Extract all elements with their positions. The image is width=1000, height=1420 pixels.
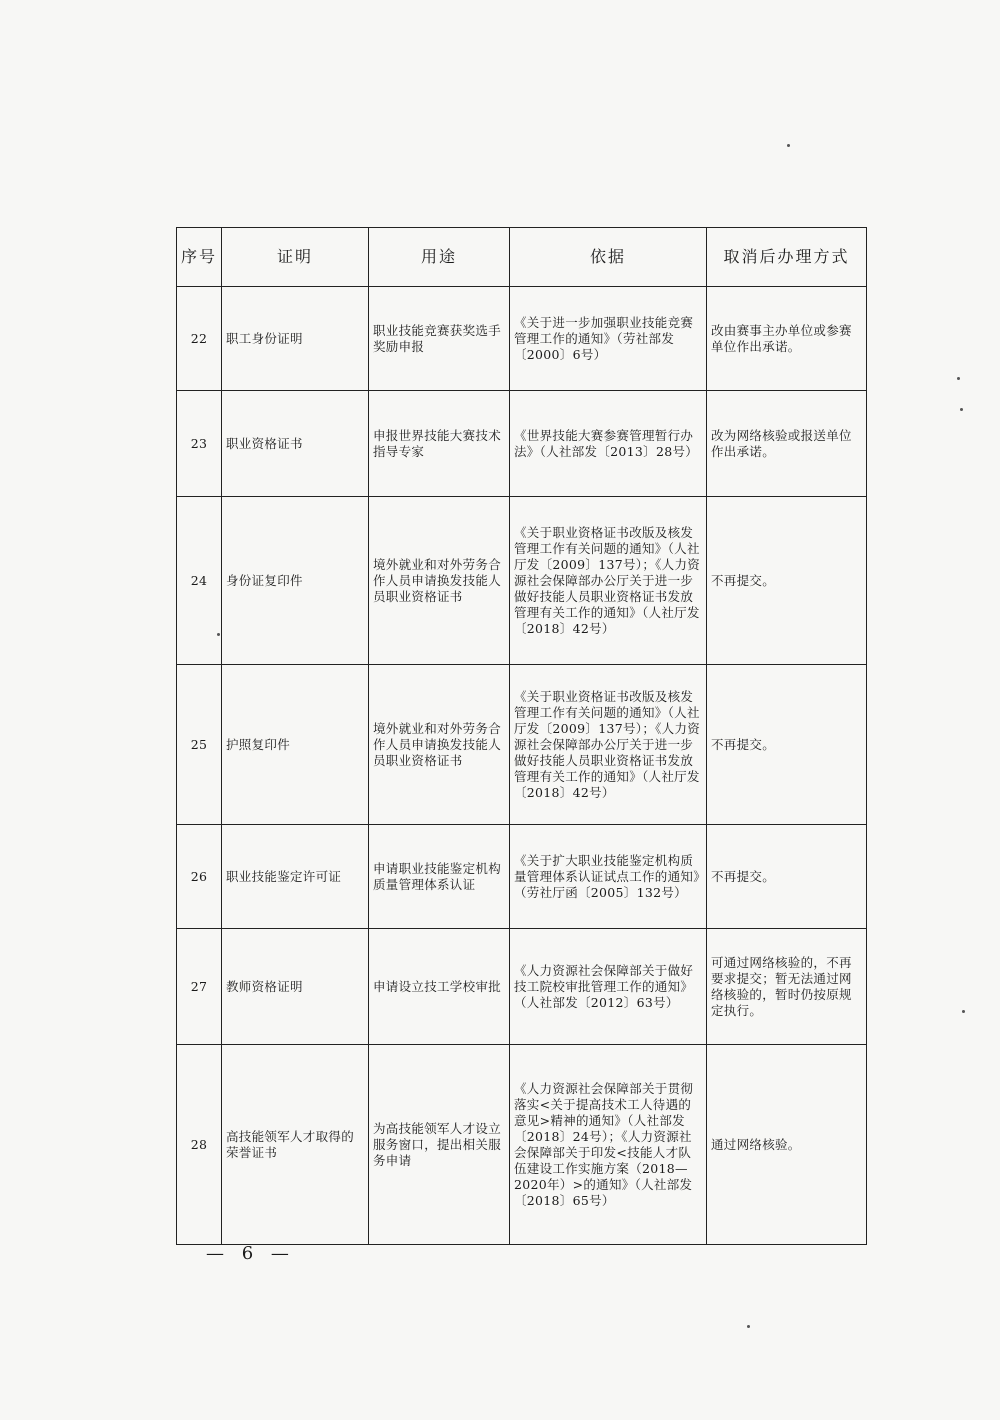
header-cert: 证明: [222, 228, 369, 287]
scan-speck: [960, 408, 963, 411]
row-use: 申请职业技能鉴定机构质量管理体系认证: [369, 825, 510, 929]
row-method: 通过网络核验。: [707, 1045, 867, 1245]
row-cert: 职业技能鉴定许可证: [222, 825, 369, 929]
row-method: 不再提交。: [707, 825, 867, 929]
table-row: [177, 825, 867, 929]
row-num: 22: [177, 287, 222, 391]
row-basis: 《关于进一步加强职业技能竞赛管理工作的通知》（劳社部发〔2000〕6号）: [510, 287, 707, 391]
row-use: 境外就业和对外劳务合作人员申请换发技能人员职业资格证书: [369, 665, 510, 825]
row-num: 27: [177, 929, 222, 1045]
row-num: 24: [177, 497, 222, 665]
header-basis: 依据: [510, 228, 707, 287]
row-use: 为高技能领军人才设立服务窗口，提出相关服务申请: [369, 1045, 510, 1245]
row-cert: 身份证复印件: [222, 497, 369, 665]
row-cert: 护照复印件: [222, 665, 369, 825]
header-method: 取消后办理方式: [707, 228, 867, 287]
scan-speck: [957, 377, 960, 380]
row-use: 职业技能竞赛获奖选手奖励申报: [369, 287, 510, 391]
table-row: [177, 497, 867, 665]
table-row: [177, 391, 867, 497]
table-row: [177, 1045, 867, 1245]
row-cert: 职工身份证明: [222, 287, 369, 391]
row-num: 23: [177, 391, 222, 497]
row-method: 不再提交。: [707, 665, 867, 825]
page-number: — 6 —: [206, 1243, 295, 1264]
row-method: 改由赛事主办单位或参赛单位作出承诺。: [707, 287, 867, 391]
table-header-row: [177, 228, 867, 287]
row-method: 改为网络核验或报送单位作出承诺。: [707, 391, 867, 497]
scan-speck: [217, 633, 220, 636]
row-cert: 教师资格证明: [222, 929, 369, 1045]
certificate-table: [176, 227, 867, 1245]
row-cert: 职业资格证书: [222, 391, 369, 497]
table-row: [177, 929, 867, 1045]
row-basis: 《人力资源社会保障部关于贯彻落实<关于提高技术工人待遇的意见>精神的通知》（人社部发〔2018〕24号）；《人力资源社会保障部关于印发<技能人才队伍建设工作实施方案（2018—2020年）>的通知》（人社部发〔2018〕65号）: [510, 1045, 707, 1245]
scan-speck: [787, 144, 790, 147]
row-use: 境外就业和对外劳务合作人员申请换发技能人员职业资格证书: [369, 497, 510, 665]
row-use: 申报世界技能大赛技术指导专家: [369, 391, 510, 497]
row-num: 28: [177, 1045, 222, 1245]
row-basis: 《关于扩大职业技能鉴定机构质量管理体系认证试点工作的通知》（劳社厅函〔2005〕132号）: [510, 825, 707, 929]
row-basis: 《关于职业资格证书改版及核发管理工作有关问题的通知》（人社厅发〔2009〕137号）；《人力资源社会保障部办公厅关于进一步做好技能人员职业资格证书发放管理有关工作的通知》（人社厅发〔2018〕42号）: [510, 665, 707, 825]
header-num: 序号: [177, 228, 222, 287]
row-num: 25: [177, 665, 222, 825]
row-basis: 《人力资源社会保障部关于做好技工院校审批管理工作的通知》（人社部发〔2012〕63号）: [510, 929, 707, 1045]
row-num: 26: [177, 825, 222, 929]
scan-speck: [747, 1325, 750, 1328]
row-use: 申请设立技工学校审批: [369, 929, 510, 1045]
row-basis: 《关于职业资格证书改版及核发管理工作有关问题的通知》（人社厅发〔2009〕137号）；《人力资源社会保障部办公厅关于进一步做好技能人员职业资格证书发放管理有关工作的通知》（人社厅发〔2018〕42号）: [510, 497, 707, 665]
scan-speck: [962, 1010, 965, 1013]
row-basis: 《世界技能大赛参赛管理暂行办法》（人社部发〔2013〕28号）: [510, 391, 707, 497]
header-use: 用途: [369, 228, 510, 287]
row-method: 可通过网络核验的，不再要求提交；暂无法通过网络核验的，暂时仍按原规定执行。: [707, 929, 867, 1045]
row-method: 不再提交。: [707, 497, 867, 665]
row-cert: 高技能领军人才取得的荣誉证书: [222, 1045, 369, 1245]
table-row: [177, 665, 867, 825]
table-row: [177, 287, 867, 391]
